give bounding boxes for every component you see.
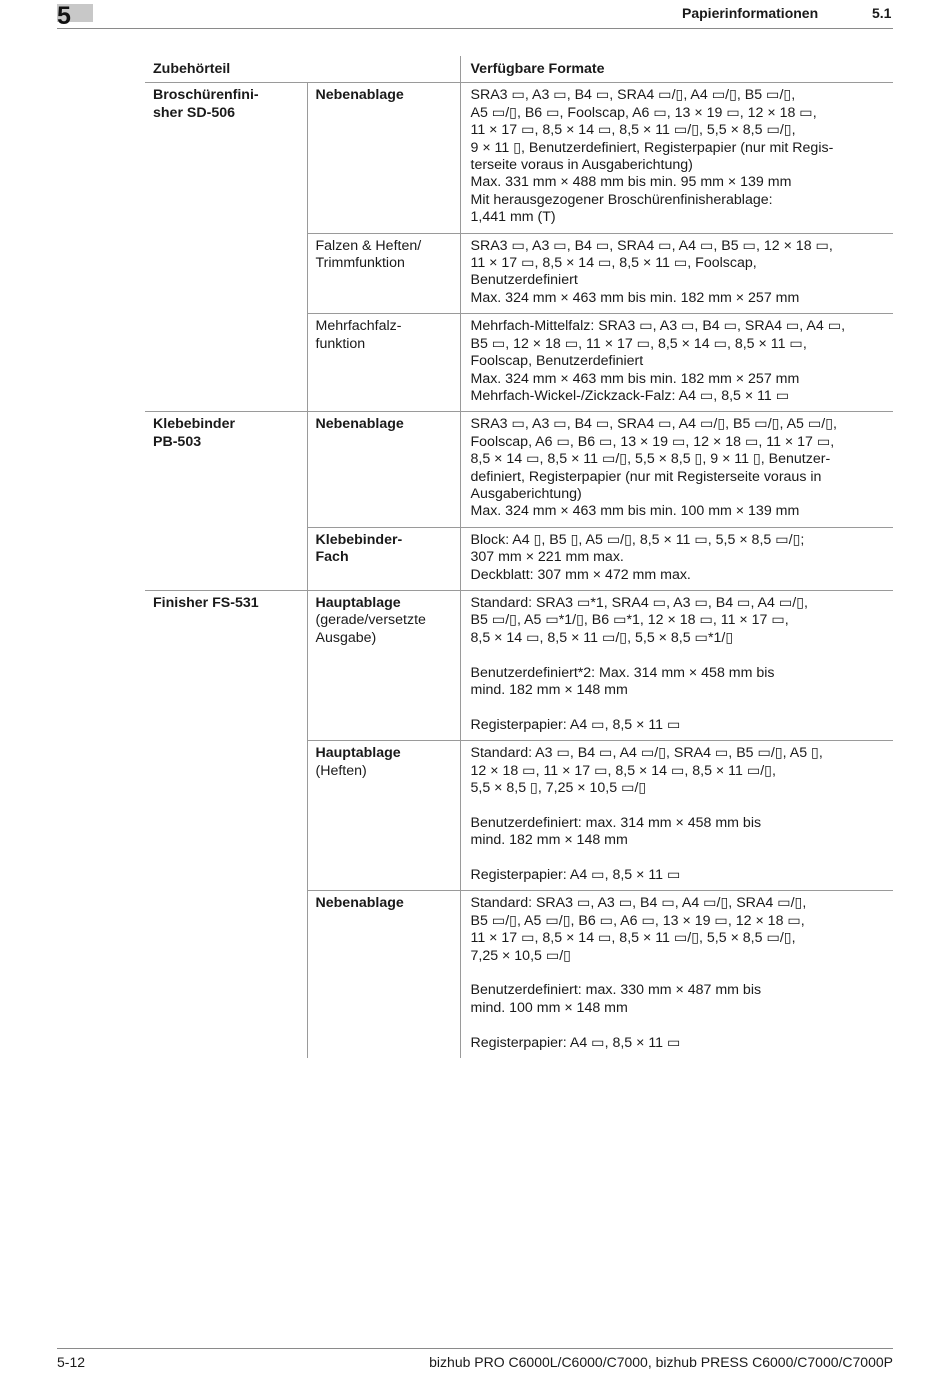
footer-rule bbox=[57, 1348, 893, 1349]
format-spacer bbox=[471, 965, 886, 982]
format-line: mind. 100 mm × 148 mm bbox=[470, 999, 628, 1016]
format-line: SRA3 ▭, A3 ▭, B4 ▭, SRA4 ▭, A4 ▭/▯, B5 ▭/▯, A5 ▭/▯, bbox=[470, 416, 837, 433]
format-line: Foolscap, A6 ▭, B6 ▭, 13 × 19 ▭, 12 × 18 ▭, 11 × 17 ▭, bbox=[470, 433, 835, 450]
sub-component-line: Mehrfachfalz- bbox=[315, 318, 402, 335]
accessory-cell bbox=[145, 412, 307, 527]
format-line: Standard: A3 ▭, B4 ▭, A4 ▭/▯, SRA4 ▭, B5 ▭/▯, A5 ▯, bbox=[470, 745, 823, 762]
table-header-row bbox=[145, 56, 893, 83]
format-spacer bbox=[471, 797, 886, 814]
accessory-cell-continued bbox=[145, 741, 307, 891]
header-title: Papierinformationen bbox=[682, 5, 819, 21]
sub-component-cell bbox=[307, 741, 460, 891]
format-line: 7,25 × 10,5 ▭/▯ bbox=[470, 947, 571, 964]
sub-component-line: Falzen & Heften/ bbox=[315, 237, 422, 254]
format-line: Block: A4 ▯, B5 ▯, A5 ▭/▯, 8,5 × 11 ▭, 5,5 × 8,5 ▭/▯; bbox=[470, 531, 805, 548]
formats-cell bbox=[460, 83, 893, 233]
formats-cell bbox=[460, 412, 893, 527]
format-line: 307 mm × 221 mm max. bbox=[470, 549, 624, 566]
format-line: Foolscap, Benutzerdefiniert bbox=[470, 353, 644, 370]
header-section-number: 5.1 bbox=[872, 5, 892, 21]
column-header-formats: Verfügbare Formate bbox=[460, 56, 893, 83]
sub-component-line: Klebebinder- bbox=[315, 531, 403, 548]
format-line: Ausgaberichtung) bbox=[470, 485, 582, 502]
accessory-cell-continued bbox=[145, 527, 307, 590]
table-row bbox=[145, 527, 893, 590]
accessory-cell-continued bbox=[145, 891, 307, 1058]
sub-component-cell bbox=[307, 83, 460, 233]
format-line: 11 × 17 ▭, 8,5 × 14 ▭, 8,5 × 11 ▭/▯, 5,5 × 8,5 ▭/▯, bbox=[470, 122, 796, 139]
accessory-cell-continued bbox=[145, 233, 307, 314]
format-spacer bbox=[471, 647, 886, 664]
format-line: Benutzerdefiniert*2: Max. 314 mm × 458 mm bis bbox=[470, 664, 775, 681]
format-line: Mehrfach-Wickel-/Zickzack-Falz: A4 ▭, 8,5 × 11 ▭ bbox=[470, 387, 790, 404]
formats-cell bbox=[460, 590, 893, 740]
format-spacer bbox=[471, 699, 886, 716]
sub-component-line: Hauptablage bbox=[315, 594, 401, 611]
accessory-cell bbox=[145, 590, 307, 740]
sub-component-line: Fach bbox=[315, 549, 349, 566]
column-header-accessory: Zubehörteil bbox=[145, 56, 460, 83]
sub-component-line: Trimmfunktion bbox=[315, 255, 405, 272]
format-line: 9 × 11 ▯, Benutzerdefiniert, Registerpapier (nur mit Regis- bbox=[470, 139, 834, 156]
format-line: Registerpapier: A4 ▭, 8,5 × 11 ▭ bbox=[470, 716, 681, 733]
sub-component-cell bbox=[307, 233, 460, 314]
table-row bbox=[145, 741, 893, 891]
format-line: Registerpapier: A4 ▭, 8,5 × 11 ▭ bbox=[470, 1034, 681, 1051]
format-line: Max. 324 mm × 463 mm bis min. 182 mm × 257 mm bbox=[470, 370, 800, 387]
sub-component-cell bbox=[307, 527, 460, 590]
sub-component-line: Nebenablage bbox=[315, 895, 404, 912]
formats-cell bbox=[460, 527, 893, 590]
product-name: bizhub PRO C6000L/C6000/C7000, bizhub PRESS C6000/C7000/C7000P bbox=[429, 1354, 893, 1370]
accessory-line: Broschürenfini- bbox=[153, 87, 259, 104]
sub-component-cell bbox=[307, 590, 460, 740]
format-line: Benutzerdefiniert bbox=[470, 272, 578, 289]
format-line: B5 ▭/▯, A5 ▭*1/▯, B6 ▭*1, 12 × 18 ▭, 11 × 17 ▭, bbox=[470, 612, 789, 629]
format-line: mind. 182 mm × 148 mm bbox=[470, 681, 628, 698]
format-line: Benutzerdefiniert: max. 314 mm × 458 mm bis bbox=[470, 814, 762, 831]
format-line: Max. 331 mm × 488 mm bis min. 95 mm × 139 mm bbox=[470, 174, 792, 191]
format-line: 8,5 × 14 ▭, 8,5 × 11 ▭/▯, 5,5 × 8,5 ▯, 9 × 11 ▯, Benutzer- bbox=[470, 451, 831, 468]
sub-component-cell bbox=[307, 412, 460, 527]
header-rule bbox=[57, 28, 893, 29]
chapter-number: 5 bbox=[57, 2, 71, 30]
format-line: 5,5 × 8,5 ▯, 7,25 × 10,5 ▭/▯ bbox=[470, 780, 647, 796]
formats-cell bbox=[460, 741, 893, 891]
format-line: Benutzerdefiniert: max. 330 mm × 487 mm bis bbox=[470, 982, 762, 999]
sub-component-line: Ausgabe) bbox=[315, 629, 377, 646]
sub-component-line: (Heften) bbox=[315, 762, 367, 779]
accessory-cell-continued bbox=[145, 314, 307, 412]
format-line: Deckblatt: 307 mm × 472 mm max. bbox=[470, 566, 691, 583]
format-line: B5 ▭/▯, A5 ▭/▯, B6 ▭, A6 ▭, 13 × 19 ▭, 12 × 18 ▭, bbox=[470, 912, 805, 929]
table-row bbox=[145, 412, 893, 527]
sub-component-line: Nebenablage bbox=[315, 416, 404, 433]
format-line: mind. 182 mm × 148 mm bbox=[470, 832, 628, 849]
formats-cell bbox=[460, 314, 893, 412]
sub-component-line: Hauptablage bbox=[315, 745, 401, 762]
format-line: Max. 324 mm × 463 mm bis min. 182 mm × 257 mm bbox=[470, 289, 800, 306]
format-line: B5 ▭, 12 × 18 ▭, 11 × 17 ▭, 8,5 × 14 ▭, 8,5 × 11 ▭, bbox=[470, 335, 807, 352]
formats-cell bbox=[460, 233, 893, 314]
accessory-line: Finisher FS-531 bbox=[153, 594, 259, 611]
sub-component-line: funktion bbox=[315, 335, 366, 352]
accessory-line: PB-503 bbox=[153, 433, 202, 450]
format-line: definiert, Registerpapier (nur mit Registerseite voraus in bbox=[470, 468, 822, 485]
format-spacer bbox=[471, 850, 886, 867]
sub-component-cell bbox=[307, 891, 460, 1058]
format-line: 1,441 mm (T) bbox=[470, 209, 556, 226]
format-spacer bbox=[471, 1017, 886, 1034]
format-line: Mit herausgezogener Broschürenfinisherablage: bbox=[470, 191, 773, 208]
table-row bbox=[145, 83, 893, 233]
sub-component-line: Nebenablage bbox=[315, 87, 404, 104]
formats-cell bbox=[460, 891, 893, 1058]
format-line: Standard: SRA3 ▭*1, SRA4 ▭, A3 ▭, B4 ▭, A4 ▭/▯, bbox=[470, 594, 808, 611]
format-line: SRA3 ▭, A3 ▭, B4 ▭, SRA4 ▭/▯, A4 ▭/▯, B5 ▭/▯, bbox=[470, 87, 796, 104]
format-line: Max. 324 mm × 463 mm bis min. 100 mm × 139 mm bbox=[470, 503, 800, 520]
page-number: 5-12 bbox=[57, 1354, 86, 1370]
format-line: 11 × 17 ▭, 8,5 × 14 ▭, 8,5 × 11 ▭/▯, 5,5 × 8,5 ▭/▯, bbox=[470, 930, 796, 947]
paper-formats-table bbox=[145, 56, 893, 1058]
accessory-line: Klebebinder bbox=[153, 416, 235, 433]
format-line: terseite voraus in Ausgaberichtung) bbox=[470, 157, 693, 174]
format-line: 11 × 17 ▭, 8,5 × 14 ▭, 8,5 × 11 ▭, Foolscap, bbox=[470, 255, 757, 272]
table-row bbox=[145, 314, 893, 412]
table-row bbox=[145, 891, 893, 1058]
format-line: SRA3 ▭, A3 ▭, B4 ▭, SRA4 ▭, A4 ▭, B5 ▭, 12 × 18 ▭, bbox=[470, 237, 833, 254]
sub-component-line: (gerade/versetzte bbox=[315, 612, 426, 629]
format-line: Registerpapier: A4 ▭, 8,5 × 11 ▭ bbox=[470, 867, 681, 883]
accessory-line: sher SD-506 bbox=[153, 104, 236, 121]
format-line: Mehrfach-Mittelfalz: SRA3 ▭, A3 ▭, B4 ▭, SRA4 ▭, A4 ▭, bbox=[470, 318, 846, 335]
accessory-cell bbox=[145, 83, 307, 233]
sub-component-cell bbox=[307, 314, 460, 412]
format-line: 12 × 18 ▭, 11 × 17 ▭, 8,5 × 14 ▭, 8,5 × 11 ▭/▯, bbox=[470, 762, 776, 779]
table-row bbox=[145, 233, 893, 314]
table-row bbox=[145, 590, 893, 740]
format-line: Standard: SRA3 ▭, A3 ▭, B4 ▭, A4 ▭/▯, SRA4 ▭/▯, bbox=[470, 895, 807, 912]
format-line: 8,5 × 14 ▭, 8,5 × 11 ▭/▯, 5,5 × 8,5 ▭*1/▯ bbox=[470, 629, 734, 646]
format-line: A5 ▭/▯, B6 ▭, Foolscap, A6 ▭, 13 × 19 ▭, 12 × 18 ▭, bbox=[470, 104, 817, 121]
